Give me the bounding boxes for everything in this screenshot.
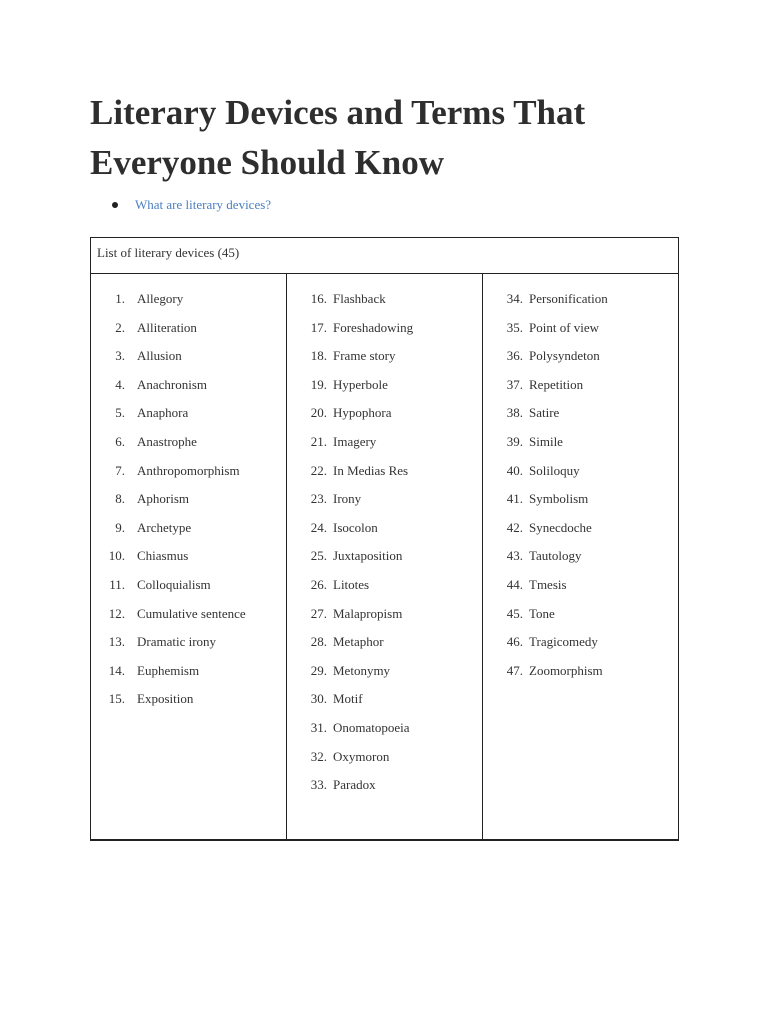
device-number: 7. [115, 462, 125, 478]
device-term: Onomatopoeia [333, 719, 410, 735]
list-item [483, 434, 678, 463]
list-item [287, 777, 482, 806]
device-number: 17. [310, 319, 327, 335]
device-term: Motif [333, 691, 363, 707]
device-number: 16. [310, 291, 327, 306]
list-item [483, 320, 678, 349]
list-item [91, 577, 286, 606]
device-number: 14. [108, 662, 125, 678]
device-term: Allusion [137, 348, 182, 364]
device-term: Metaphor [333, 634, 384, 650]
device-number: 42. [506, 519, 523, 535]
device-term: Euphemism [137, 662, 200, 678]
device-term: Dramatic irony [137, 634, 217, 650]
device-number: 18. [310, 348, 327, 364]
literary-devices-table [90, 237, 679, 841]
device-term: Alliteration [137, 319, 197, 335]
list-item [287, 691, 482, 720]
device-term: Frame story [333, 348, 396, 364]
list-item [287, 405, 482, 434]
device-term: Symbolism [529, 491, 589, 507]
list-item [483, 348, 678, 377]
device-number: 29. [310, 662, 327, 678]
device-number: 26. [310, 576, 327, 592]
device-term: Isocolon [333, 519, 378, 535]
device-number: 8. [115, 491, 125, 507]
device-term: Point of view [529, 319, 600, 335]
table-header: List of literary devices (45) [91, 238, 678, 274]
device-term: Colloquialism [137, 576, 211, 592]
list-item [483, 548, 678, 577]
device-number: 40. [506, 462, 523, 478]
table-body [91, 274, 678, 839]
device-term: Soliloquy [529, 462, 580, 478]
list-item [91, 434, 286, 463]
device-number: 34. [506, 291, 523, 306]
device-number: 39. [506, 433, 523, 449]
device-term: Zoomorphism [529, 662, 603, 678]
device-term: Chiasmus [137, 548, 189, 564]
list-item [287, 348, 482, 377]
list-item [287, 749, 482, 778]
device-term: Hypophora [333, 405, 392, 421]
device-term: Litotes [333, 576, 370, 592]
device-number: 6. [115, 433, 125, 449]
device-number: 22. [310, 462, 327, 478]
list-item [287, 720, 482, 749]
device-term: Simile [529, 433, 563, 449]
list-item [287, 463, 482, 492]
page-title: Literary Devices and Terms That Everyone Should Know [90, 93, 586, 182]
device-number: 30. [310, 691, 327, 707]
toc-item [112, 195, 271, 215]
list-item [287, 434, 482, 463]
device-term: Anthropomorphism [137, 462, 240, 478]
device-number: 36. [506, 348, 523, 364]
device-term: Tone [529, 605, 555, 621]
device-number: 28. [310, 634, 327, 650]
device-number: 44. [506, 576, 523, 592]
list-item [483, 463, 678, 492]
list-item [483, 520, 678, 549]
device-term: Imagery [333, 433, 377, 449]
device-term: Malapropism [333, 605, 403, 621]
device-number: 24. [310, 519, 327, 535]
device-term: Flashback [333, 291, 386, 306]
device-number: 31. [310, 719, 327, 735]
device-number: 11. [109, 576, 125, 592]
list-item [91, 520, 286, 549]
list-item [287, 491, 482, 520]
device-number: 43. [506, 548, 523, 564]
device-number: 25. [310, 548, 327, 564]
device-term: Allegory [137, 291, 184, 306]
device-term: Oxymoron [333, 748, 390, 764]
device-number: 23. [310, 491, 327, 507]
device-term: Polysyndeton [529, 348, 600, 364]
list-item [483, 577, 678, 606]
device-number: 32. [310, 748, 327, 764]
list-item [91, 348, 286, 377]
list-item [287, 520, 482, 549]
device-term: Paradox [333, 777, 376, 793]
device-term: Tragicomedy [529, 634, 598, 650]
device-number: 12. [108, 605, 125, 621]
device-number: 21. [310, 433, 327, 449]
device-term: Aphorism [137, 491, 189, 507]
device-term: Anaphora [137, 405, 189, 421]
device-term: Metonymy [333, 662, 391, 678]
device-number: 38. [506, 405, 523, 421]
device-term: Anastrophe [137, 433, 197, 449]
list-item [91, 606, 286, 635]
table-column-2 [286, 274, 482, 839]
list-item [91, 663, 286, 692]
toc-link-what-are-literary-devices[interactable]: What are literary devices? [135, 197, 272, 212]
device-number: 2. [115, 319, 125, 335]
bullet-icon [112, 202, 118, 208]
device-list [91, 291, 286, 720]
list-item [287, 291, 482, 320]
device-number: 33. [310, 777, 327, 793]
device-term: Cumulative sentence [137, 605, 246, 621]
device-number: 1. [115, 291, 125, 306]
list-item [287, 548, 482, 577]
table-of-contents [112, 195, 271, 215]
list-item [483, 291, 678, 320]
device-term: Personification [529, 291, 608, 306]
list-item [287, 606, 482, 635]
device-term: In Medias Res [333, 462, 409, 478]
list-item [483, 491, 678, 520]
device-number: 13. [108, 634, 125, 650]
list-item [483, 634, 678, 663]
device-number: 46. [506, 634, 523, 650]
device-term: Exposition [137, 691, 194, 707]
device-number: 27. [310, 605, 327, 621]
device-term: Tmesis [529, 576, 567, 592]
device-term: Juxtaposition [333, 548, 403, 564]
list-item [91, 320, 286, 349]
list-item [91, 377, 286, 406]
device-number: 3. [115, 348, 125, 364]
device-number: 10. [108, 548, 125, 564]
list-item [287, 634, 482, 663]
list-item [91, 634, 286, 663]
device-term: Satire [529, 405, 560, 421]
device-number: 15. [108, 691, 125, 707]
device-term: Anachronism [137, 376, 208, 392]
device-number: 4. [115, 376, 125, 392]
device-term: Tautology [529, 548, 582, 564]
list-item [91, 691, 286, 720]
list-item [287, 577, 482, 606]
device-term: Synecdoche [529, 519, 592, 535]
device-number: 47. [506, 662, 523, 678]
device-term: Repetition [529, 376, 584, 392]
device-number: 41. [506, 491, 523, 507]
list-item [483, 405, 678, 434]
device-number: 19. [310, 376, 327, 392]
device-term: Archetype [137, 519, 192, 535]
device-term: Irony [333, 491, 362, 507]
device-term: Hyperbole [333, 376, 388, 392]
list-item [483, 606, 678, 635]
list-item [91, 405, 286, 434]
list-item [483, 663, 678, 692]
device-number: 20. [310, 405, 327, 421]
list-item [287, 320, 482, 349]
table-column-1 [91, 274, 286, 839]
list-item [287, 377, 482, 406]
table-column-3 [482, 274, 678, 839]
device-number: 37. [506, 376, 523, 392]
device-number: 9. [115, 519, 125, 535]
list-item [483, 377, 678, 406]
device-number: 5. [115, 405, 125, 421]
device-list [287, 291, 482, 806]
device-number: 45. [506, 605, 523, 621]
device-number: 35. [506, 319, 523, 335]
list-item [91, 548, 286, 577]
list-item [91, 291, 286, 320]
device-term: Foreshadowing [333, 319, 414, 335]
device-list [483, 291, 678, 691]
list-item [91, 491, 286, 520]
list-item [91, 463, 286, 492]
list-item [287, 663, 482, 692]
